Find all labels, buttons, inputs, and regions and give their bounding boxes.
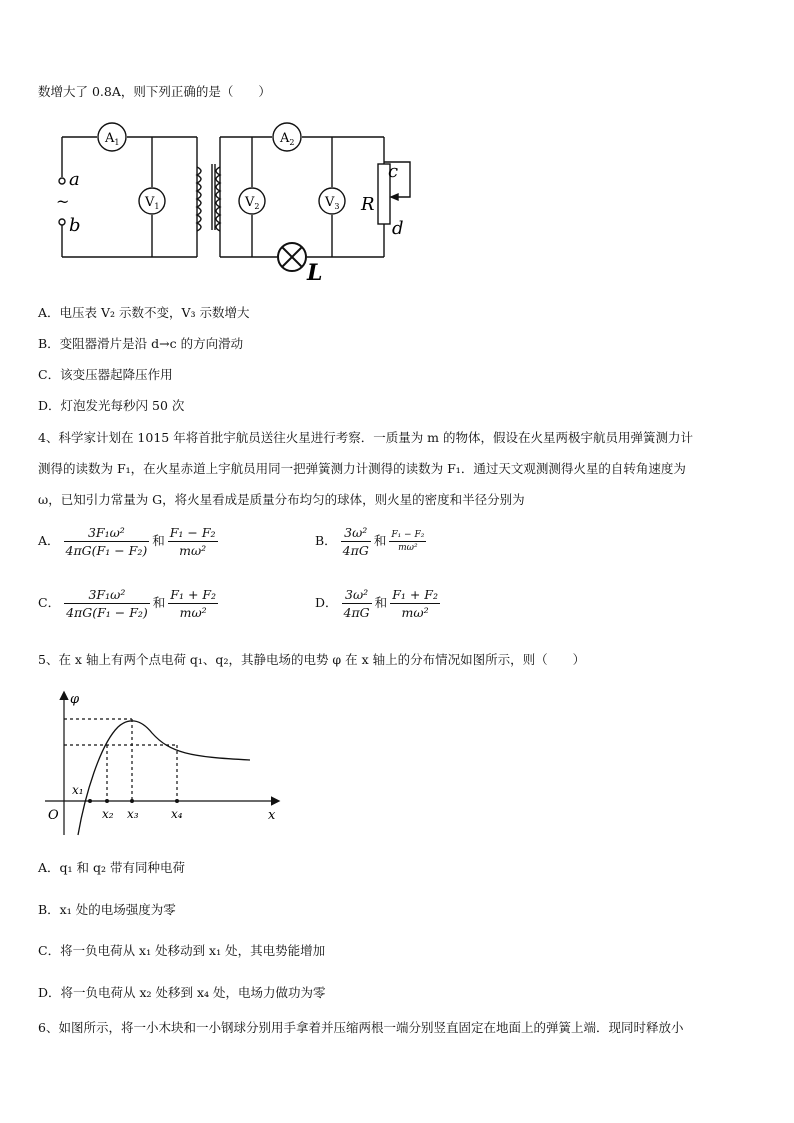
q3-option-b: B．变阻器滑片是沿 d→c 的方向滑动: [38, 336, 244, 351]
question-stem-continuation: 数增大了 0.8A，则下列正确的是（ ）: [38, 84, 271, 99]
transformer-circuit-diagram: [52, 122, 422, 282]
q4-option-d: D． $\frac{\text{3ω²}}{4\pi G}$ 和 $\frac{\text{F₁ + F₂}}{\text{mω²}}$: [315, 587, 438, 620]
q4-stem-line1: 4、科学家计划在 1015 年将首批宇航员送往火星进行考察．一质量为 m 的物体，假设在火星两极宇航员用弹簧测力计: [38, 430, 694, 445]
q3-option-c: C．该变压器起降压作用: [38, 367, 173, 382]
x4-label: x₄: [171, 807, 183, 821]
voltmeter-v1-label: $V_1$: [145, 195, 160, 211]
slider-d-label: d: [392, 218, 404, 239]
terminal-b-label: b: [69, 215, 81, 236]
q4-stem-line3: ω，已知引力常量为 G，将火星看成是质量分布均匀的球体，则火星的密度和半径分别为: [38, 492, 525, 507]
q3-option-d: D．灯泡发光每秒闪 50 次: [38, 398, 185, 413]
x3-label: x₃: [127, 807, 139, 821]
q3-option-a: A．电压表 V₂ 示数不变，V₃ 示数增大: [38, 305, 250, 320]
potential-graph: [40, 685, 290, 840]
x2-label: x₂: [102, 807, 114, 821]
terminal-a-label: a: [69, 169, 80, 190]
origin-label: O: [48, 808, 59, 823]
lamp-label: L: [307, 260, 323, 282]
q5-stem: 5、在 x 轴上有两个点电荷 q₁、q₂，其静电场的电势 φ 在 x 轴上的分布情况如图所示，则（ ）: [38, 652, 586, 667]
q5-option-a: A．q₁ 和 q₂ 带有同种电荷: [38, 860, 185, 875]
q5-option-b: B．x₁ 处的电场强度为零: [38, 902, 176, 917]
resistor-label: R: [361, 194, 375, 215]
ammeter-a2-label: $A_2$: [280, 131, 295, 147]
ammeter-a1-label: $A_1$: [105, 131, 120, 147]
q4-option-b: B． $\frac{\text{3ω²}}{4\pi G}$ 和 $\frac{\text{F₁ − F₂}}{\text{mω²}}$: [315, 525, 425, 558]
q5-option-c: C．将一负电荷从 x₁ 处移动到 x₁ 处，其电势能增加: [38, 943, 326, 958]
q4-option-a: A． $\frac{\text{3F₁ω²}}{\text{4πG(F₁ − F₂)}}$ 和 $\frac{\text{F₁ − F₂}}{\text{mω²}}$: [38, 525, 216, 558]
q5-option-d: D．将一负电荷从 x₂ 处移到 x₄ 处，电场力做功为零: [38, 985, 326, 1000]
phi-axis-label: φ: [70, 692, 80, 707]
ac-source-symbol: ~: [56, 192, 70, 211]
voltmeter-v3-label: $V_3$: [325, 195, 340, 211]
slider-c-label: c: [388, 161, 399, 182]
q6-stem-line1: 6、如图所示，将一小木块和一小钢球分别用手拿着并压缩两根一端分别竖直固定在地面上的弹簧上端．现同时释放小: [38, 1020, 684, 1035]
voltmeter-v2-label: $V_2$: [245, 195, 260, 211]
q4-option-c: C． $\frac{\text{3F₁ω²}}{\text{4πG(F₁ − F₂)}}$ 和 $\frac{\text{F₁ + F₂}}{\text{mω²}}$: [38, 587, 217, 620]
x-axis-label: x: [268, 808, 276, 823]
x1-label: x₁: [72, 783, 84, 797]
q4-stem-line2: 测得的读数为 F₁，在火星赤道上宇航员用同一把弹簧测力计测得的读数为 F₁．通过天文观测测得火星的自转角速度为: [38, 461, 686, 476]
